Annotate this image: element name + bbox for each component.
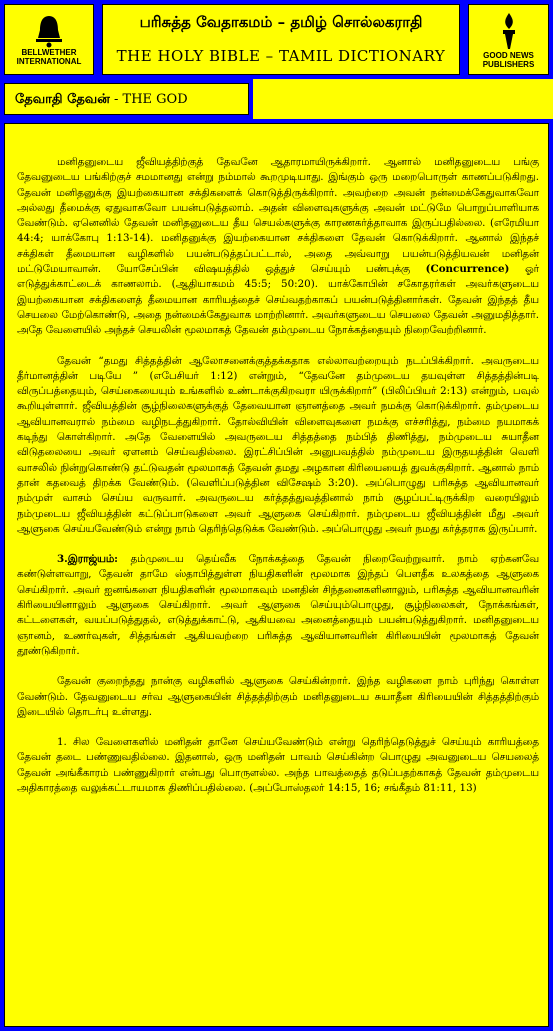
entry-english: THE GOD xyxy=(122,92,188,107)
content-box xyxy=(0,119,553,1031)
good-news-line2: PUBLISHERS xyxy=(482,59,535,69)
paragraph-1-rest: ஓர் எடுத்துக்காட்டைக் காணலாம். (ஆதியாகமம் 45:5; 50:20). யாக்கோபின் சகோதரர்கள் அவர்களுடைய இயற்கையான சக்திகளைத் தீமையான காரியத்தைச் செய்வதற்காகப் பயன்படுத்தினார்கள். தேவன் இந்தத் தீய செயலை மேற்கொண்டு, அதை நன்மைக்கேதுவாக மாற்றினார். அவர்களுடைய செயலை தேவன் அனுமதித்தார். அதே வேளையில் அந்தச் செயலின் மூலமாகத் தேவன் தம்முடைய நோக்கத்தையும் நிறைவேற்றினார். xyxy=(17,263,540,337)
entry-heading-inner xyxy=(4,83,249,115)
title-tamil: பரிசுத்த வேதாகமம் – தமிழ் சொல்லகராதி xyxy=(139,13,423,31)
entry-heading-box xyxy=(0,79,253,119)
bellwether-line1: BELLWETHER xyxy=(21,47,77,57)
good-news-logo xyxy=(468,4,549,75)
paragraph-1-text: மனிதனுடைய ஜீவியத்திற்குத் தேவனே ஆதாரமாயிருக்கிறார். ஆனால் மனிதனுடைய பங்கு தேவனுடைய பங்கிற்குச் சமமானது என்று நம்மால் கூறமுடியாது. இங்கும் ஒரு மறைபொருள் காணப்படுகிறது. தேவன் மனிதனுக்கு இயற்கையான சக்திகளைக் கொடுத்திருக்கிறார். அவற்றை அவன் நன்மைக்கேதுவாகவோ அல்லது தீமைக்கு ஏதுவாகவோ பயன்படுத்தலாம். அதன் விளைவுகளுக்கு அவன் மட்டுமே பொறுப்பாளியாக வேண்டும். ஏனெனில் தேவன் மனிதனுடைய தீய செயல்களுக்கு காரணகர்த்தாவாக இருப்பதில்லை. (எரேமியா 44:4; யாக்கோபு 1:13-14). மனிதனுக்கு இயற்கையான சக்திகளை தேவன் கொடுக்கிறார். ஆனால் இந்தச் சக்திகள் தீமையான வழிகளில் பயன்படுத்தப்பட்டால், அதை அவ்வாறு பயன்படுத்தியவன் மனிதன் மட்டுமேயாவான். யோசேப்பின் விஷயத்தில் ஒத்துச் செய்யும் பண்புக்கு xyxy=(17,156,539,276)
content-inner xyxy=(4,123,549,1027)
title-inner xyxy=(102,4,460,75)
paragraph-3 xyxy=(17,552,539,659)
good-news-logo-box xyxy=(464,0,553,79)
entry-heading xyxy=(15,92,188,108)
bell-icon xyxy=(34,14,64,48)
paragraph-2: தேவன் “தமது சித்தத்தின் ஆலோசனைக்குத்தக்கதாக எல்லாவற்றையும் நடப்பிக்கிறார். அவருடைய தீர்மானத்தின் படியே ” (எபேசியர் 1:12) என்றும், “தேவனே தம்முடைய தயவுள்ள சித்தத்தின்படி விருப்பத்தையும், செய்கையையும் உங்களில் உண்டாக்குகிறவரா யிருக்கிறார்” (பிலிப்பியர் 2:13) என்றும், பவுல் கூறியுள்ளார். ஜீவியத்தின் சூழ்நிலைகளுக்குத் தேவையான ஞானத்தை அவர் நமக்கு கொடுக்கிறார். தம்முடைய ஆவியானவரால் நம்மை வழிநடத்துகிறார். தோல்வியின் விளைவுகளை நமக்கு எச்சரித்து, நம்மை நயமாகக் கடிந்து கொள்கிறார். அதே வேளையில் அவருடைய சித்தத்தை நம்பித் திணித்து, நம்முடைய சுயாதீன விடுதலையை அவர் ஏளனம் செய்வதில்லை. இரட்சிப்பின் அனுபவத்தில் நம்முடைய இருதயத்தின் வெளி வாசலில் நின்றுகொண்டு தட்டுவதன் மூலமாகத் தேவன் தமது அழகான கிரியையைத் துவக்குகிறார். ஆனால் நாம் தான் கதவைத் திறக்க வேண்டும். (வெளிப்படுத்தின விசேஷம் 3:20). அப்பொழுது பரிசுத்த ஆவியானவர் நம்முள் வாசம் செய்ய வருவார். அவருடைய கர்த்தத்துவத்தினால் நாம் சூழப்பட்டிருக்கிற வரையிலும் நம்முடைய ஜீவியத்தின் கட்டுப்பாடுகளை அவர் ஆளுகை செய்கிறார். நம்முடைய ஜீவியத்தின் மீது அவர் ஆளுகை செய்யவேண்டும் என்று நாம் தெரிந்தெடுக்க வேண்டும். அப்பொழுது அவர் நமது கர்த்தராக இருப்பார். xyxy=(17,354,539,535)
bellwether-line2: INTERNATIONAL xyxy=(16,56,82,66)
title-english: THE HOLY BIBLE – TAMIL DICTIONARY xyxy=(116,47,446,65)
kingdom-heading: 3.இராஜ்யம்: xyxy=(57,553,118,566)
paragraph-5: 1. சில வேளைகளில் மனிதன் தானே செய்யவேண்டும் என்று தெரிந்தெடுத்துச் செய்யும் காரியத்தை தேவன் தடை பண்ணுவதில்லை. இதனால், ஒரு மனிதன் பாவம் செய்கின்ற பொழுது அவனுடைய செயலைத் தேவன் அங்கீகாரம் பண்ணுகிறார் என்பது பொருளல்ல. அந்த பாவத்தைத் தடுப்பதற்காகத் தேவன் தம்முடைய அதிகாரத்தை வலுக்கட்டாயமாக திணிப்பதில்லை. (அப்போஸ்தலர் 14:15, 16; சங்கீதம் 81:11, 13) xyxy=(17,736,539,794)
good-news-line1: GOOD NEWS xyxy=(483,50,534,60)
concurrence-term: (Concurrence) xyxy=(425,263,510,276)
paragraph-1 xyxy=(17,155,539,339)
bellwether-logo xyxy=(4,4,94,75)
paragraph-4: தேவன் குறைந்தது நான்கு வழிகளில் ஆளுகை செய்கின்றார். இந்த வழிகளை நாம் புரிந்து கொள்ள வேண்டும். தேவனுடைய சர்வ ஆளுகையின் சித்தத்திற்கும் மனிதனுடைய சுயாதீன கிரியையின் சித்தத்திற்கும் இடையில் தொடர்பு உள்ளது. xyxy=(17,675,539,718)
entry-separator: - xyxy=(109,92,123,107)
entry-tamil: தேவாதி தேவன் xyxy=(15,92,110,107)
bellwether-logo-box xyxy=(0,0,98,79)
article-body xyxy=(17,155,539,796)
paragraph-3-text: தம்முடைய தெய்வீக நோக்கத்தை தேவன் நிறைவேற்றுவார். நாம் ஏற்கனவே கண்டுள்ளவாறு, தேவன் தாமே ஸ்தாபித்துள்ள நியதிகளின் மூலமாக இந்தப் பௌதீக உலகத்தை ஆளுகை செய்கிறார். அவர் ஐனங்களை நியதிகளின் மூலமாகவும் மனதின் சிந்தனைகளினாலும், பரிசுத்த ஆவியானவரின் கிரியையினாலும் ஆளுகை செய்கிறார். அவர் ஆளுகை செய்யும்பொழுது, சூழ்நிலைகள், நோக்கங்கள், கட்டளைகள், வயப்படுத்துதல், எடுத்துக்காட்டு, ஆகியவை அனைத்தையும் பயன்படுத்துகிறார். மனிதனுடைய ஞானம், உணர்வுகள், சித்தங்கள் ஆகியவற்றை பரிசுத்த ஆவியானவரின் கிரியையின் மூலமாகத் தேவன் தூண்டுகிறார். xyxy=(17,553,539,657)
torch-icon xyxy=(498,11,520,51)
title-box xyxy=(98,0,464,79)
